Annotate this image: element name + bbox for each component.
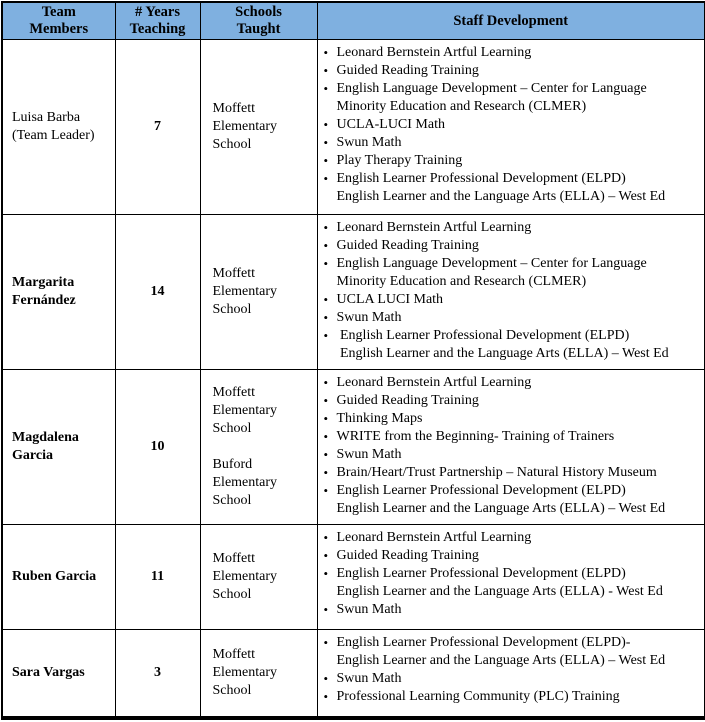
bullet-icon: •: [323, 429, 329, 444]
staff-development-text: Guided Reading Training: [336, 548, 479, 563]
member-cell: Sara Vargas: [2, 630, 115, 718]
bullet-icon: •: [323, 483, 329, 498]
schools-cell: [200, 630, 317, 718]
staff-development-cell: [317, 215, 705, 370]
staff-development-text: Swun Math: [336, 602, 402, 617]
staff-development-item: [324, 688, 701, 706]
staff-development-text: Leonard Bernstein Artful Learning: [336, 530, 532, 545]
staff-development-item: [324, 529, 701, 547]
staff-development-item: [324, 547, 701, 565]
staff-development-item: [324, 446, 701, 464]
staff-development-text: Play Therapy Training: [336, 153, 463, 168]
bullet-icon: •: [323, 530, 329, 545]
table-row: [2, 630, 705, 718]
staff-development-text: Professional Learning Community (PLC) Training: [336, 689, 620, 704]
staff-development-text: Swun Math: [336, 671, 402, 686]
staff-development-text: English Language Development – Center for Language Minority Education and Research (CLMER): [336, 256, 647, 289]
schools-cell: [200, 525, 317, 630]
header-cell-schools-taught: Schools Taught: [200, 2, 317, 40]
staff-development-text: WRITE from the Beginning- Training of Trainers: [336, 429, 615, 444]
staff-development-item: [324, 464, 701, 482]
staff-development-item: [324, 634, 701, 670]
header-cell-staff-development: Staff Development: [317, 2, 705, 40]
staff-development-item: [324, 428, 701, 446]
staff-development-text: Thinking Maps: [336, 411, 423, 426]
staff-development-item: [324, 219, 701, 237]
bullet-icon: •: [323, 465, 329, 480]
staff-development-text: Swun Math: [336, 447, 402, 462]
staff-development-item: [324, 392, 701, 410]
staff-development-item: [324, 327, 701, 363]
staff-development-text: Guided Reading Training: [336, 63, 479, 78]
staff-development-item: [324, 482, 701, 518]
staff-development-text: Leonard Bernstein Artful Learning: [336, 45, 532, 60]
header-cell-team-members: Team Members: [2, 2, 115, 40]
bullet-icon: •: [323, 310, 329, 325]
staff-development-cell: [317, 40, 705, 215]
staff-development-text: UCLA LUCI Math: [336, 292, 444, 307]
bullet-icon: •: [323, 447, 329, 462]
staff-development-text: Swun Math: [336, 135, 402, 150]
bullet-icon: •: [323, 117, 329, 132]
staff-development-item: [324, 670, 701, 688]
staff-development-text: English Learner Professional Development (ELPD) English Learner and the Language Arts (ELLA) – West Ed: [336, 328, 669, 361]
staff-development-text: Guided Reading Training: [336, 393, 479, 408]
staff-development-cell: [317, 370, 705, 525]
staff-development-item: [324, 410, 701, 428]
staff-development-item: [324, 62, 701, 80]
table-body: [2, 40, 705, 718]
staff-development-item: [324, 44, 701, 62]
staff-development-text: Leonard Bernstein Artful Learning: [336, 220, 532, 235]
school-name: Moffett Elementary School: [212, 101, 278, 152]
bullet-icon: •: [323, 411, 329, 426]
school-name: Moffett Elementary School: [212, 266, 278, 317]
staff-development-item: [324, 255, 701, 291]
bullet-icon: •: [323, 375, 329, 390]
staff-development-item: [324, 170, 701, 206]
staff-development-text: Guided Reading Training: [336, 238, 479, 253]
schools-cell: [200, 40, 317, 215]
staff-table: [1, 1, 705, 720]
staff-development-text: English Learner Professional Development (ELPD)- English Learner and the Language Arts (ELLA) – West Ed: [336, 635, 666, 668]
years-teaching-cell: 11: [115, 525, 200, 630]
staff-development-text: English Learner Professional Development (ELPD) English Learner and the Language Arts (ELLA) – West Ed: [336, 171, 666, 204]
bullet-icon: •: [323, 393, 329, 408]
table-row: [2, 40, 705, 215]
bullet-icon: •: [323, 220, 329, 235]
bullet-icon: •: [323, 238, 329, 253]
schools-cell: [200, 370, 317, 525]
staff-development-item: [324, 374, 701, 392]
staff-development-item: [324, 134, 701, 152]
staff-development-text: UCLA-LUCI Math: [336, 117, 445, 132]
staff-development-item: [324, 601, 701, 619]
member-cell: Margarita Fernández: [2, 215, 115, 370]
table-row: [2, 215, 705, 370]
bullet-icon: •: [323, 689, 329, 704]
staff-development-text: Swun Math: [336, 310, 402, 325]
staff-development-text: English Learner Professional Development (ELPD) English Learner and the Language Arts (ELLA) – West Ed: [336, 483, 666, 516]
staff-development-item: [324, 152, 701, 170]
staff-development-text: English Learner Professional Development (ELPD) English Learner and the Language Arts (ELLA) - West Ed: [336, 566, 663, 599]
school-name: Moffett Elementary School: [212, 646, 278, 698]
staff-development-text: English Language Development – Center for Language Minority Education and Research (CLMER): [336, 81, 647, 114]
years-teaching-cell: 7: [115, 40, 200, 215]
bullet-icon: •: [323, 566, 329, 581]
school-name: Moffett Elementary School: [212, 551, 278, 602]
staff-development-item: [324, 80, 701, 116]
schools-cell: [200, 215, 317, 370]
table-row: [2, 370, 705, 525]
school-name: Buford Elementary School: [212, 457, 278, 508]
staff-development-item: [324, 291, 701, 309]
member-cell: Luisa Barba (Team Leader): [2, 40, 115, 215]
years-teaching-cell: 14: [115, 215, 200, 370]
bullet-icon: •: [323, 328, 329, 343]
bullet-icon: •: [323, 135, 329, 150]
bullet-icon: •: [323, 671, 329, 686]
member-cell: Ruben Garcia: [2, 525, 115, 630]
bullet-icon: •: [323, 63, 329, 78]
years-teaching-cell: 10: [115, 370, 200, 525]
header-cell-years-teaching: # Years Teaching: [115, 2, 200, 40]
staff-development-item: [324, 565, 701, 601]
staff-development-cell: [317, 525, 705, 630]
bullet-icon: •: [323, 548, 329, 563]
bullet-icon: •: [323, 45, 329, 60]
bullet-icon: •: [323, 81, 329, 96]
bullet-icon: •: [323, 635, 329, 650]
table-header: [2, 2, 705, 40]
table-header-row: [2, 2, 705, 40]
staff-development-cell: [317, 630, 705, 718]
years-teaching-cell: 3: [115, 630, 200, 718]
bullet-icon: •: [323, 292, 329, 307]
bullet-icon: •: [323, 256, 329, 271]
bullet-icon: •: [323, 153, 329, 168]
member-cell: Magdalena Garcia: [2, 370, 115, 525]
staff-development-item: [324, 116, 701, 134]
bullet-icon: •: [323, 171, 329, 186]
bullet-icon: •: [323, 602, 329, 617]
table-row: [2, 525, 705, 630]
school-name: Moffett Elementary School: [212, 385, 278, 436]
staff-development-text: Brain/Heart/Trust Partnership – Natural History Museum: [336, 465, 657, 480]
staff-development-item: [324, 309, 701, 327]
staff-development-text: Leonard Bernstein Artful Learning: [336, 375, 532, 390]
staff-development-item: [324, 237, 701, 255]
